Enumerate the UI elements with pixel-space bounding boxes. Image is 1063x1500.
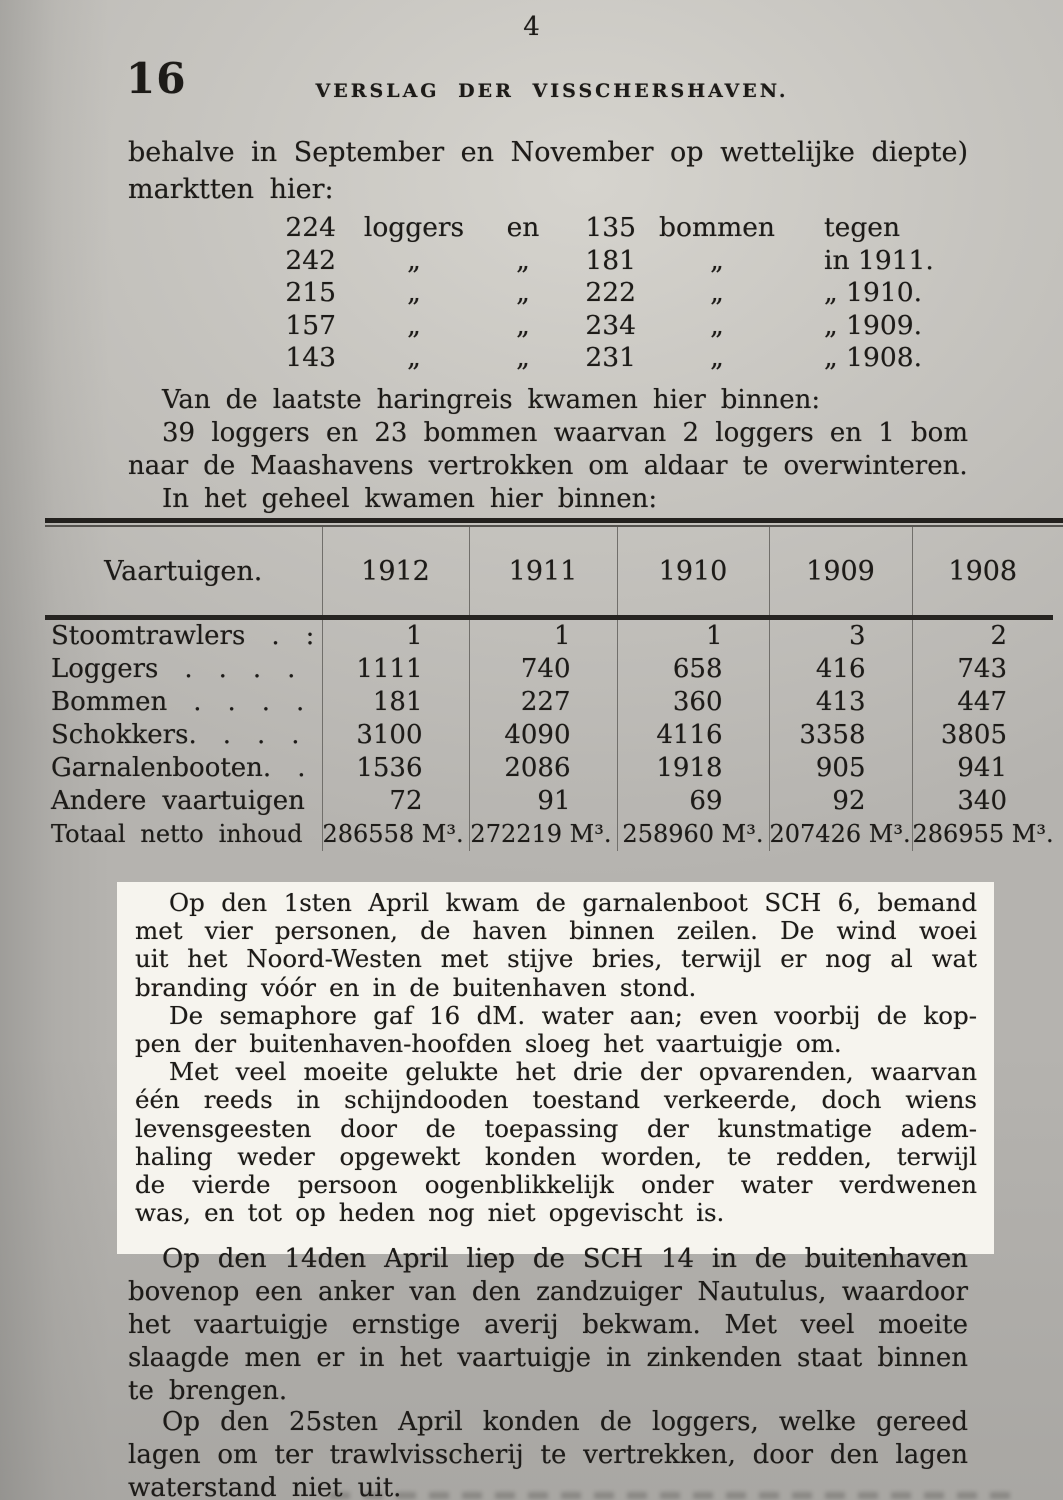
row-value: 4116 — [617, 719, 769, 752]
text-line: met vier personen, de haven binnen zeilen. De wind woei — [135, 916, 977, 946]
row-label: Loggers . . . . — [51, 654, 296, 684]
row-value: 286558 M³. — [322, 818, 469, 851]
row-value: 743 — [912, 653, 1053, 686]
row-value: 941 — [912, 752, 1053, 785]
intro-paragraph — [128, 134, 968, 208]
row-value: 340 — [912, 785, 1053, 818]
fleet-list-cell: tegen — [824, 212, 901, 243]
row-value: 286955 M³. — [912, 818, 1053, 851]
fleet-list-cell: „ — [407, 309, 421, 341]
fleet-list-cell: „ 1909. — [824, 309, 923, 341]
row-label: Totaal netto inhoud — [51, 820, 303, 848]
geheel-intro-paragraph — [128, 483, 968, 516]
text-line: levensgeesten door de toepassing der kunstmatige adem- — [135, 1113, 977, 1143]
text-line: De semaphore gaf 16 dM. water aan; even voorbij de kop- — [169, 1000, 977, 1030]
folio-page-number: 4 — [523, 12, 540, 42]
fleet-list-cell: 157 — [285, 309, 336, 341]
row-value: 69 — [617, 785, 769, 818]
text-line: naar de Maashavens vertrokken om aldaar te overwinteren. — [128, 451, 968, 481]
row-label: Schokkers. . . . — [51, 720, 300, 750]
row-value: 3358 — [769, 719, 912, 752]
table-header-1912: 1912 — [322, 527, 469, 618]
table-header-vaartuigen: Vaartuigen. — [104, 555, 263, 587]
row-value: 2 — [912, 618, 1053, 654]
text-line: te brengen. — [128, 1376, 288, 1406]
fleet-list-cell: 234 — [585, 309, 636, 341]
row-value: 3 — [769, 618, 912, 654]
fleet-list-cell: „ 1908. — [824, 342, 923, 374]
text-line: Op den 1sten April kwam de garnalenboot SCH 6, bemand — [169, 888, 977, 917]
row-value: 1 — [469, 618, 617, 654]
cut-off-next-line-artifact — [330, 1492, 1020, 1499]
row-value: 3100 — [322, 719, 469, 752]
fleet-list-cell: loggers — [363, 212, 465, 243]
table-row — [45, 752, 1053, 785]
row-value: 1 — [322, 618, 469, 654]
fleet-list-cell: 222 — [585, 277, 636, 309]
fleet-list-cell: in 1911. — [824, 244, 934, 276]
fleet-list-cell: en — [506, 212, 540, 243]
text-line: uit het Noord-Westen met stijve bries, terwijl er nog al wat — [135, 944, 977, 974]
text-line: lagen om ter trawlvisscherij te vertrekken, door den lagen — [128, 1440, 968, 1470]
row-value: 91 — [469, 785, 617, 818]
fleet-list-cell: bommen — [659, 212, 775, 243]
haringreis-detail-paragraph — [128, 417, 968, 483]
table-header-row — [45, 527, 1053, 618]
row-value: 658 — [617, 653, 769, 686]
row-value: 1 — [617, 618, 769, 654]
row-value: 3805 — [912, 719, 1053, 752]
row-label: Garnalenbooten. . — [51, 753, 306, 783]
row-value: 740 — [469, 653, 617, 686]
table-row — [45, 653, 1053, 686]
rescue-paragraph — [135, 1058, 977, 1227]
fleet-list-cell: 242 — [285, 244, 336, 276]
text-line: marktten hier: — [128, 174, 334, 205]
text-line: Op den 14den April liep de SCH 14 in de buitenhaven — [162, 1244, 968, 1274]
row-value: 1111 — [322, 653, 469, 686]
fleet-list-cell: „ — [516, 277, 530, 309]
text-line: In het geheel kwamen hier binnen: — [162, 484, 658, 514]
row-value: 2086 — [469, 752, 617, 785]
row-value: 447 — [912, 686, 1053, 719]
fleet-list-cell: „ — [516, 342, 530, 374]
haringreis-intro-paragraph — [128, 384, 968, 417]
semaphore-paragraph — [135, 1002, 977, 1058]
row-value: 905 — [769, 752, 912, 785]
fleet-list-cell: „ — [516, 244, 530, 276]
row-value: 72 — [322, 785, 469, 818]
text-line: Van de laatste haringreis kwamen hier binnen: — [162, 385, 821, 415]
table-row — [45, 686, 1053, 719]
table-header-1909: 1909 — [769, 527, 912, 618]
row-value: 360 — [617, 686, 769, 719]
vessels-table — [45, 527, 1053, 851]
fleet-list-cell: „ — [407, 342, 421, 374]
text-line: bovenop een anker van den zandzuiger Nautulus, waardoor — [128, 1277, 968, 1307]
fleet-list-cell: 224 — [285, 212, 336, 243]
fleet-list-cell: „ — [710, 342, 724, 374]
row-value: 4090 — [469, 719, 617, 752]
table-row — [45, 785, 1053, 818]
sch14-accident-paragraph — [128, 1243, 968, 1408]
table-top-rule — [45, 518, 1063, 527]
report-number: 16 — [126, 54, 187, 103]
text-line: Op den 25sten April konden de loggers, welke gereed — [162, 1407, 968, 1437]
text-line: één reeds in schijndooden toestand verkeerde, doch wiens — [135, 1085, 977, 1115]
row-value: 272219 M³. — [469, 818, 617, 851]
row-label: Andere vaartuigen — [51, 786, 305, 816]
text-line: de vierde persoon oogenblikkelijk onder water verdwenen — [135, 1170, 977, 1200]
table-header-1908: 1908 — [912, 527, 1053, 618]
sch6-accident-paragraph — [135, 889, 977, 1002]
fleet-list-cell: „ — [710, 277, 724, 309]
fleet-list-cell: „ 1910. — [824, 277, 923, 309]
fleet-list-cell: 231 — [585, 342, 636, 374]
fleet-list-cell: 181 — [585, 244, 636, 276]
fleet-list-cell: „ — [407, 277, 421, 309]
vessels-table-wrapper — [45, 518, 1053, 851]
fleet-comparison-list — [272, 212, 988, 375]
table-header-1911: 1911 — [469, 527, 617, 618]
fleet-list-cell: 135 — [585, 212, 636, 243]
fleet-list-cell: „ — [710, 244, 724, 276]
loggers-waterstand-paragraph — [128, 1406, 968, 1500]
row-label: Stoomtrawlers . : — [51, 621, 315, 651]
text-line: was, en tot op heden nog niet opgevischt is. — [135, 1198, 725, 1228]
row-value: 258960 M³. — [617, 818, 769, 851]
text-line: waterstand niet uit. — [128, 1473, 402, 1500]
row-value: 92 — [769, 785, 912, 818]
fleet-list-cell: „ — [710, 309, 724, 341]
text-line: haling weder opgewekt konden worden, te redden, terwijl — [135, 1141, 977, 1171]
row-value: 1536 — [322, 752, 469, 785]
row-label: Bommen . . . . — [51, 687, 305, 717]
row-value: 413 — [769, 686, 912, 719]
highlighted-text-block — [117, 882, 994, 1254]
text-line: pen der buitenhaven-hoofden sloeg het vaartuigje om. — [135, 1029, 842, 1059]
fleet-list-cell: 143 — [285, 342, 336, 374]
text-line: branding vóór en in de buitenhaven stond. — [135, 972, 697, 1002]
text-line: 39 loggers en 23 bommen waarvan 2 loggers en 1 bom — [162, 418, 968, 448]
row-value: 181 — [322, 686, 469, 719]
table-row — [45, 618, 1053, 654]
table-header-1910: 1910 — [617, 527, 769, 618]
text-line: slaagde men er in het vaartuigje in zinkenden staat binnen — [128, 1343, 968, 1373]
text-line: behalve in September en November op wettelijke diepte) — [128, 137, 968, 168]
row-value: 1918 — [617, 752, 769, 785]
fleet-list-cell: „ — [407, 244, 421, 276]
table-row — [45, 719, 1053, 752]
row-value: 416 — [769, 653, 912, 686]
table-row — [45, 818, 1053, 851]
row-value: 207426 M³. — [769, 818, 912, 851]
running-title: VERSLAG DER VISSCHERSHAVEN. — [315, 80, 789, 102]
row-value: 227 — [469, 686, 617, 719]
text-line: het vaartuigje ernstige averij bekwam. Met veel moeite — [128, 1310, 968, 1340]
fleet-list-cell: „ — [516, 309, 530, 341]
text-line: Met veel moeite gelukte het drie der opvarenden, waarvan — [169, 1057, 977, 1087]
fleet-list-cell: 215 — [285, 277, 336, 309]
